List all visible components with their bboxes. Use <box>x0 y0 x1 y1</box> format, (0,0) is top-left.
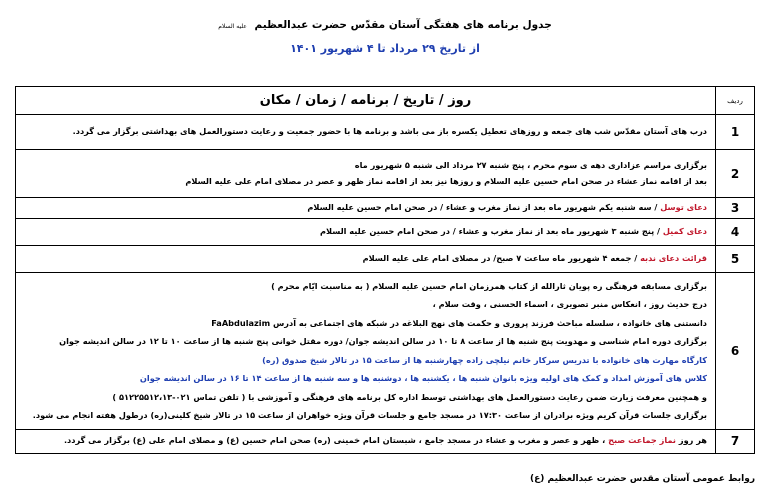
row-number: 4 <box>716 218 755 245</box>
table-row <box>16 272 755 429</box>
schedule-table <box>15 86 755 454</box>
header-columns: روز / تاریخ / برنامه / زمان / مکان <box>16 87 716 115</box>
row-number: 1 <box>716 115 755 150</box>
program-details: / سه شنبه یکم شهریور ماه بعد از نماز مغرب و عشاء / در صحن امام حسین علیه السلام <box>307 202 661 212</box>
row-line: و همچنین معرفت زیارت ضمن رعایت دستورالعمل های بهداشتی توسط اداره کل برنامه های فرهنگی و آموزشی با ( تلفن تماس ۰۲۱-۵۱۲۲۵۵۱۲،۱۳ ) <box>112 391 707 402</box>
table-row <box>16 245 755 272</box>
row-number: 6 <box>716 272 755 429</box>
program-details: / پنج شنبه ۳ شهریور ماه بعد از نماز مغرب و عشاء / در صحن امام حسین علیه السلام <box>320 225 663 236</box>
table-row <box>16 115 755 150</box>
row-text <box>16 218 716 245</box>
table-row <box>16 198 755 219</box>
row-line: برگزاری دوره امام شناسی و مهدویت پنج شنبه ها از ساعت ۸ تا ۱۰ در سالن اندیشه جوان/ دوره مقتل خوانی پنج شنبه ها از ساعت ۱۰ تا ۱۲ در سالن اندیشه جوان <box>59 336 707 347</box>
table-row <box>16 150 755 198</box>
header-row-label: ردیف <box>716 87 755 115</box>
program-name: دعای کمیل <box>662 225 707 236</box>
row-line: برگزاری جلسات قرآن کریم ویژه برادران از ساعت ۱۷:۳۰ در مسجد جامع و جلسات قرآن ویژه خواهران از ساعت ۱۵ در تالار شیخ کلینی(ره) درطول هفته انجام می شود. <box>32 410 707 421</box>
program-name: قرائت دعای ندبه <box>640 252 707 263</box>
table-header-row <box>16 87 755 115</box>
row-line: کلاس های آموزش امداد و کمک های اولیه ویژه بانوان شنبه ها ، یکشنبه ها ، دوشنبه ها و سه شنبه ها از ساعت ۱۴ تا ۱۶ در سالن اندیشه جوان <box>139 373 707 384</box>
row-line: کارگاه مهارت های خانواده با تدریس سرکار خانم نیلچی زاده چهارشنبه ها از ساعت ۱۵ در تالار شیخ صدوق (ره) <box>262 354 707 365</box>
page-title <box>215 19 555 31</box>
page-title-text: جدول برنامه های هفتگی آستان مقدّس حضرت عبدالعظیم <box>254 19 552 31</box>
table-row <box>16 429 755 453</box>
program-name: نماز جماعت صبح <box>608 435 676 446</box>
program-details: / جمعه ۴ شهریور ماه ساعت ۷ صبح/ در مصلای امام علی علیه السلام <box>362 252 641 263</box>
row-number: 7 <box>716 429 755 453</box>
page-title-suffix: علیه السلام <box>218 23 247 30</box>
row-text <box>16 150 716 198</box>
row-text <box>16 245 716 272</box>
row-text <box>16 429 716 453</box>
date-range: از تاریخ ۲۹ مرداد تا ۴ شهریور ۱۴۰۱ <box>290 42 480 55</box>
footer-signature: روابط عمومی آستان مقدس حضرت عبدالعظیم (ع) <box>530 474 755 484</box>
row-line: برگزاری مراسم عزاداری دهه ی سوم محرم ، پنج شنبه ۲۷ مرداد الی شنبه ۵ شهریور ماه <box>354 159 707 170</box>
row-number: 3 <box>716 198 755 219</box>
row-number: 2 <box>716 150 755 198</box>
row-number: 5 <box>716 245 755 272</box>
program-name: دعای توسل <box>660 202 707 212</box>
row-line: درج حدیث روز ، انعکاس منبر تصویری ، اسماء الحسنی ، وقت سلام ، <box>432 299 707 310</box>
row-text <box>16 198 716 219</box>
row-line: دانستنی های خانواده ، سلسله مباحث فرزند پروری و حکمت های نهج البلاغه در شبکه های اجتماعی به آدرس FaAbdulazim <box>211 317 707 328</box>
table-row <box>16 218 755 245</box>
program-prefix: هر روز <box>676 435 707 446</box>
row-text: درب های آستان مقدّس شب های جمعه و روزهای تعطیل یکسره باز می باشد و برنامه ها با حضور جمعیت و رعایت دستورالعمل های بهداشتی برگزار می گردد. <box>16 115 716 150</box>
program-details: ، ظهر و عصر و مغرب و عشاء در مسجد جامع ، شبستان امام خمینی (ره) صحن امام حسین (ع) و مصلای امام علی (ع) برگزار می گردد. <box>63 435 609 446</box>
row-line: بعد از اقامه نماز عشاء در صحن امام حسین علیه السلام و روزها نیز بعد از اقامه نماز ظهر و عصر در مصلای امام علی علیه السلام <box>185 175 707 186</box>
row-text <box>16 272 716 429</box>
row-line: برگزاری مسابقه فرهنگی ره پویان ثارالله از کتاب همرزمان امام حسین علیه السلام ( به مناسبت ایّام محرم ) <box>271 280 707 291</box>
